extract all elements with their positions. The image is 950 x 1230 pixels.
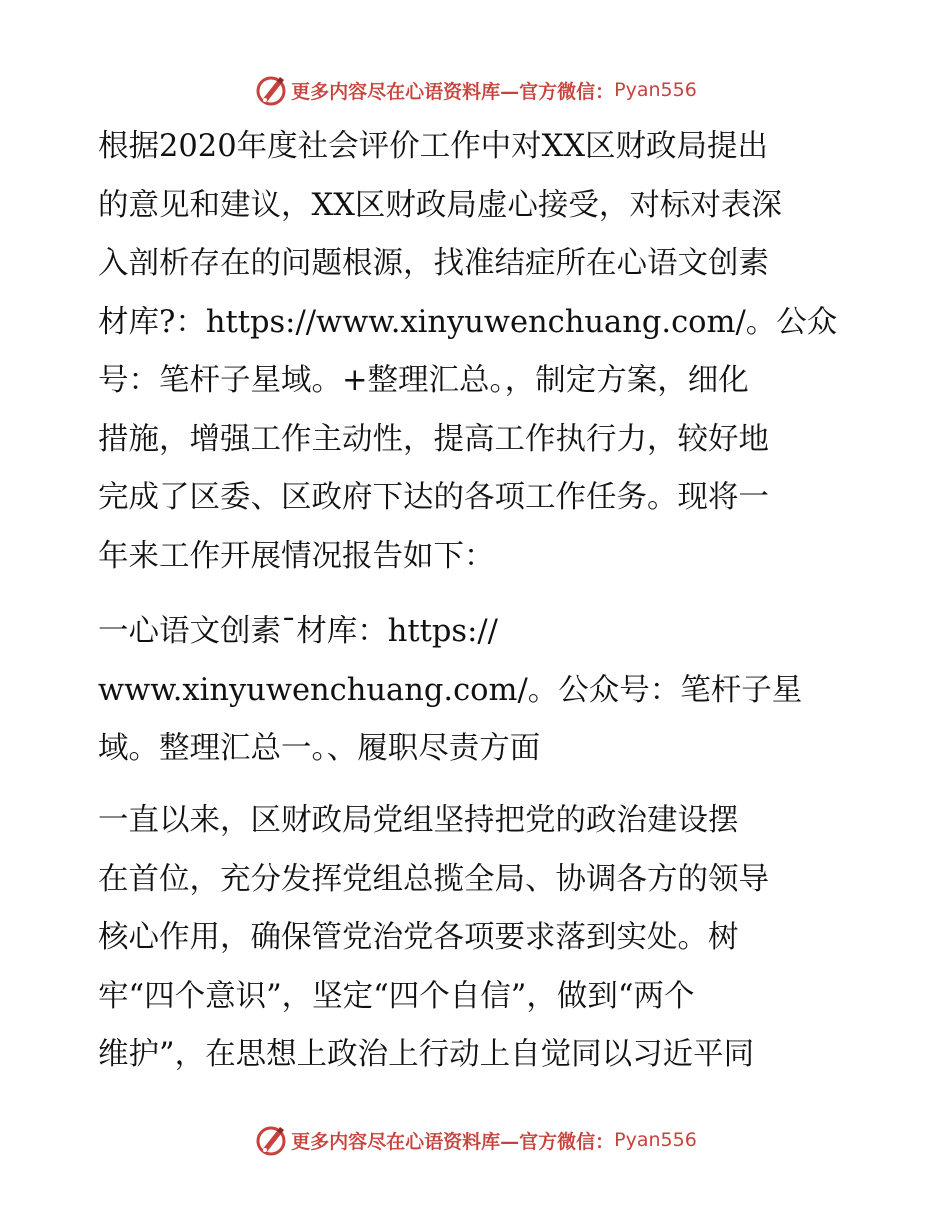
paragraph-intro [98, 118, 837, 586]
text-line: 完成了区委、区政府下达的各项工作任务。现将一 [98, 480, 769, 515]
pen-logo-icon [253, 72, 289, 108]
pen-logo-icon [253, 1122, 289, 1158]
footer-banner-text: 更多内容尽在心语资料库—官方微信： [291, 1130, 615, 1153]
text-line: 核心作用，确保管党治党各项要求落到实处。树 [98, 920, 739, 955]
text-line: 入剖析存在的问题根源，找准结症所在心语文创素 [98, 246, 769, 281]
header-banner [0, 72, 950, 108]
text-line: 措施，增强工作主动性，提高工作执行力，较好地 [98, 421, 769, 457]
footer-wechat-id: Pyan556 [614, 1129, 697, 1151]
paragraph-section-heading [98, 603, 802, 779]
text-line: 域。整理汇总一。、履职尽责方面 [98, 731, 541, 766]
text-line: 一直以来，区财政局党组坚持把党的政治建设摆 [98, 803, 739, 838]
header-wechat-id: Pyan556 [614, 79, 697, 101]
text-line: www.xinyuwenchuang.com/。公众号：笔杆子星 [98, 672, 803, 708]
paragraph-body [98, 792, 769, 1085]
footer-banner [0, 1122, 950, 1158]
text-line: 一心语文创素¯材库：https:// [98, 614, 498, 649]
text-line: 号：笔杆子星域。+整理汇总。，制定方案，细化 [98, 363, 749, 398]
text-line: 在首位，充分发挥党组总揽全局、协调各方的领导 [98, 861, 769, 897]
text-line: 根据2020年度社会评价工作中对XX区财政局提出 [98, 129, 769, 164]
text-line: 维护”，在思想上政治上行动上自觉同以习近平同 [98, 1037, 755, 1072]
text-line: 牢“四个意识”，坚定“四个自信”，做到“两个 [98, 978, 695, 1014]
text-line: 材库?：https://www.xinyuwenchuang.com/。公众 [98, 304, 838, 340]
text-line: 的意见和建议，XX区财政局虚心接受，对标对表深 [98, 187, 782, 223]
header-banner-text: 更多内容尽在心语资料库—官方微信： [291, 80, 615, 103]
text-line: 年来工作开展情况报告如下： [98, 538, 495, 574]
